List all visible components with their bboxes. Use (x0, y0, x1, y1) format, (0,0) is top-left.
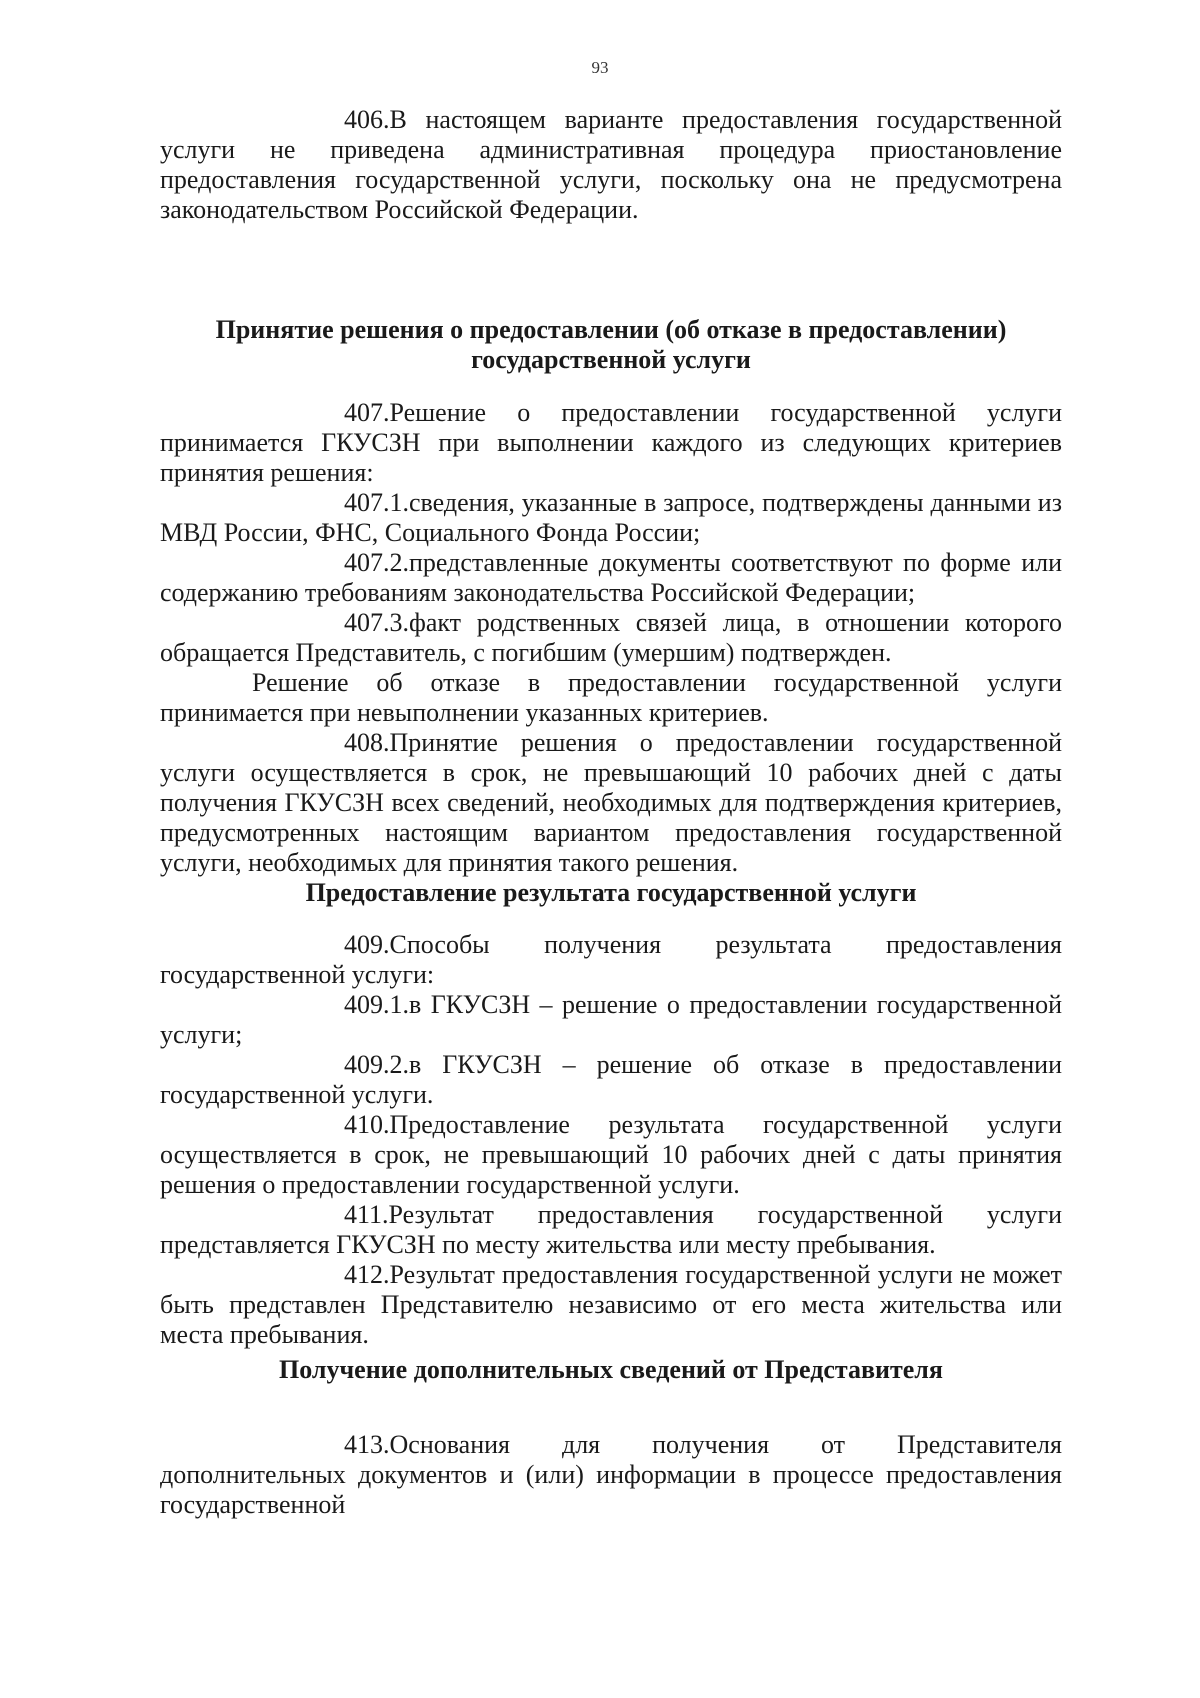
paragraph-refusal (160, 668, 1062, 728)
paragraph-text: в ГКУСЗН – решение о предоставлении государственной услуги; (160, 990, 1062, 1049)
paragraph-number: 409.2. (344, 1050, 409, 1079)
paragraph-number: 411. (344, 1200, 389, 1229)
paragraph-407 (160, 398, 1062, 488)
heading-line: Принятие решения о предоставлении (об отказе в предоставлении) (215, 315, 1007, 344)
paragraph-text: в ГКУСЗН – решение об отказе в предоставлении государственной услуги. (160, 1050, 1062, 1109)
heading-line: Получение дополнительных сведений от Представителя (279, 1355, 943, 1384)
paragraph-number: 407.1. (344, 488, 409, 517)
section-heading-additional-info (160, 1355, 1062, 1385)
paragraph-409-1 (160, 990, 1062, 1050)
paragraph-text: Результат предоставления государственной услуги не может быть представлен Представителю независимо от его места жительства или места пребывания. (160, 1260, 1062, 1349)
paragraph-text: представленные документы соответствуют по форме или содержанию требованиям законодательства Российской Федерации; (160, 548, 1062, 607)
section-additional-info-body (160, 1430, 1062, 1520)
paragraph-409-2 (160, 1050, 1062, 1110)
section-heading-decision (160, 315, 1062, 375)
paragraph-406 (160, 105, 1062, 225)
paragraph-number: 407.3. (344, 608, 409, 637)
paragraph-text: факт родственных связей лица, в отношении которого обращается Представитель, с погибшим (умершим) подтвержден. (160, 608, 1062, 667)
paragraph-407-3 (160, 608, 1062, 668)
page-number: 93 (591, 58, 609, 77)
paragraph-number: 412. (344, 1260, 390, 1289)
paragraph-text: сведения, указанные в запросе, подтверждены данными из МВД России, ФНС, Социального Фонда России; (160, 488, 1062, 547)
paragraph-number: 410. (344, 1110, 390, 1139)
paragraph-number: 413. (344, 1430, 390, 1459)
paragraph-411 (160, 1200, 1062, 1260)
paragraph-number: 409. (344, 930, 390, 959)
paragraph-text: Результат предоставления государственной услуги представляется ГКУСЗН по месту жительства или месту пребывания. (160, 1200, 1062, 1259)
paragraph-410 (160, 1110, 1062, 1200)
section-heading-result (160, 878, 1062, 908)
section-result-body (160, 930, 1062, 1350)
paragraph-text: Решение об отказе в предоставлении государственной услуги принимается при невыполнении указанных критериев. (160, 668, 1062, 727)
paragraph-412 (160, 1260, 1062, 1350)
section-decision-body (160, 398, 1062, 878)
paragraph-number: 407. (344, 398, 390, 427)
paragraph-408 (160, 728, 1062, 878)
paragraph-407-2 (160, 548, 1062, 608)
paragraph-text: Основания для получения от Представителя дополнительных документов и (или) информации в процессе предоставления государственной (160, 1430, 1062, 1519)
paragraph-text: Способы получения результата предоставления государственной услуги: (160, 930, 1062, 989)
paragraph-number: 407.2. (344, 548, 409, 577)
paragraph-text: Предоставление результата государственной услуги осуществляется в срок, не превышающий 10 рабочих дней с даты принятия решения о предоставлении государственной услуги. (160, 1110, 1062, 1199)
paragraph-text: В настоящем варианте предоставления государственной услуги не приведена административная процедура приостановление предоставления государственной услуги, поскольку она не предусмотрена законодательством Российской Федерации. (160, 105, 1062, 224)
paragraph-number: 408. (344, 728, 390, 757)
paragraph-number: 406. (344, 105, 390, 134)
paragraph-text: Решение о предоставлении государственной услуги принимается ГКУСЗН при выполнении каждого из следующих критериев принятия решения: (160, 398, 1062, 487)
paragraph-text: Принятие решения о предоставлении государственной услуги осуществляется в срок, не превышающий 10 рабочих дней с даты получения ГКУСЗН всех сведений, необходимых для подтверждения критериев, предусмотренных настоящим вариантом предоставления государственной услуги, необходимых для принятия такого решения. (160, 728, 1062, 877)
paragraph-413 (160, 1430, 1062, 1520)
paragraph-409 (160, 930, 1062, 990)
paragraph-number: 409.1. (344, 990, 409, 1019)
paragraph-407-1 (160, 488, 1062, 548)
heading-line: Предоставление результата государственной услуги (305, 878, 917, 907)
heading-line: государственной услуги (471, 345, 751, 374)
